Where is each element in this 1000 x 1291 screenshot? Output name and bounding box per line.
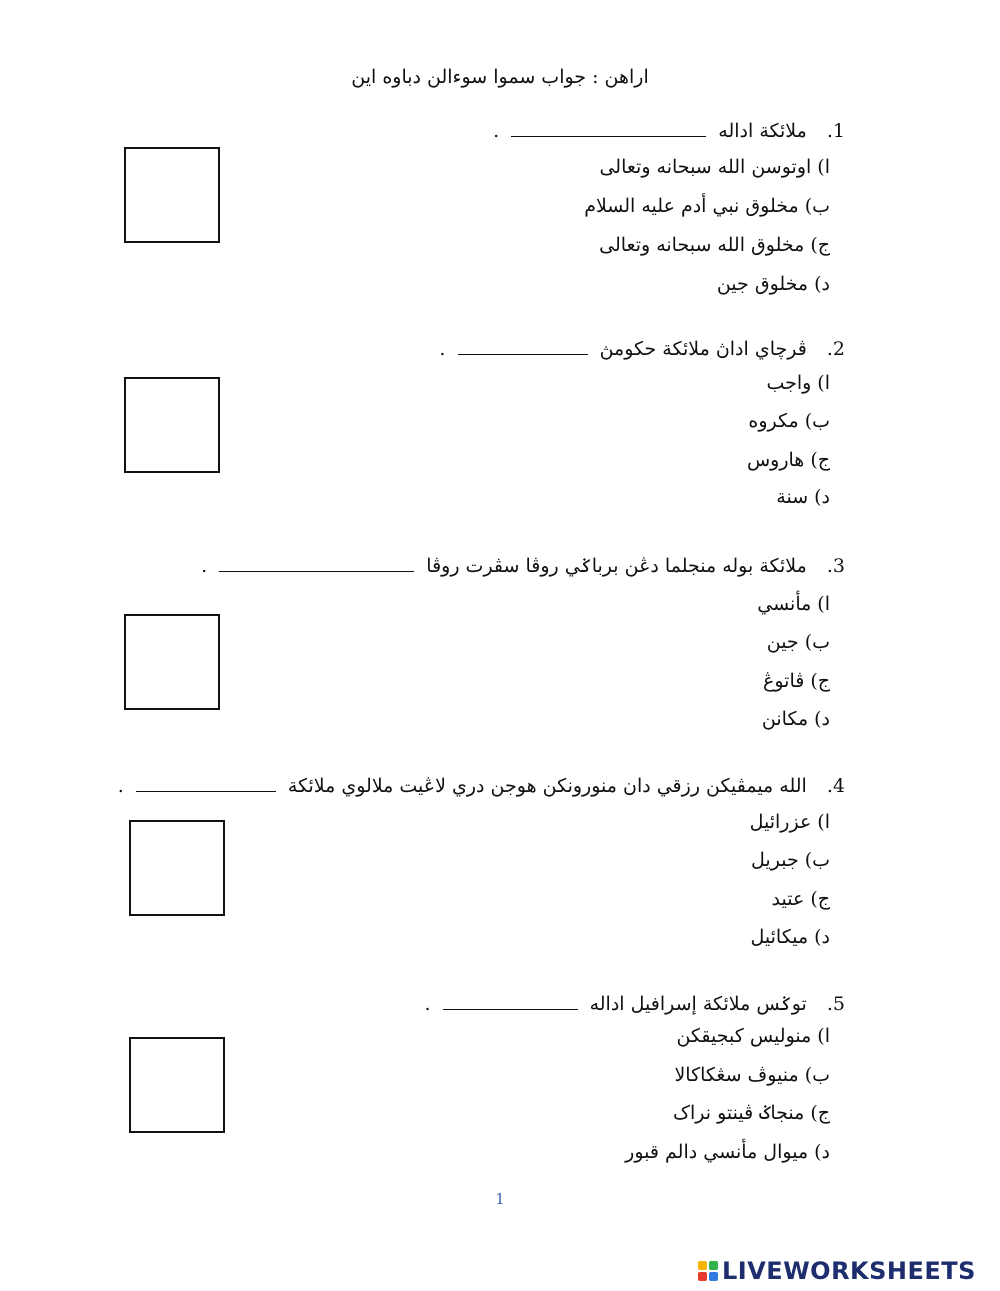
option-text: مأنسي (757, 593, 812, 615)
option-d (762, 708, 830, 730)
option-letter: ا) (817, 1025, 830, 1047)
liveworksheets-brand[interactable] (698, 1257, 976, 1285)
question-period: . (439, 338, 446, 360)
option-text: منوليس کبجيقکن (676, 1025, 812, 1047)
question-text: الله ميمڤيکن رزقي دان منورونکن هوجن دري لاڠيت ملالوي ملائکة (287, 775, 807, 797)
answer-box-5[interactable] (129, 1037, 225, 1133)
question-text: ملائکة بوله منجلما دڠن بربا‌ݢي روڤا سڤرت روڤا (426, 555, 807, 577)
option-a (757, 593, 830, 615)
option-letter: ج) (810, 888, 830, 910)
question-number: 4. (826, 775, 845, 797)
question-number: 2. (826, 338, 845, 360)
question-number: 3. (826, 555, 845, 577)
question-stem (424, 993, 845, 1015)
option-letter: ب) (804, 849, 830, 871)
option-c (747, 449, 830, 471)
option-text: منجاݢ ڤينتو نراک (672, 1102, 805, 1124)
option-letter: ب) (804, 410, 830, 432)
option-letter: ج) (810, 670, 830, 692)
option-c (599, 234, 830, 256)
question-text: ڤرچاي اداڽ ملائکة حکومڽ (599, 338, 807, 360)
answer-blank (443, 993, 578, 1010)
option-b (748, 410, 830, 432)
answer-blank (219, 555, 414, 572)
question-text: ملائکة اداله (718, 120, 807, 142)
option-text: مکروه (748, 410, 799, 432)
instruction-text: اراهن : جواب سموا سوءالن دباوه اين (351, 66, 649, 88)
option-a (599, 156, 830, 178)
option-d (717, 273, 830, 295)
answer-box-4[interactable] (129, 820, 225, 916)
option-text: مکانن (761, 708, 809, 730)
option-text: مخلوق الله سبحانه وتعالى (599, 234, 805, 256)
question-stem (118, 775, 845, 797)
option-text: سنة (776, 486, 809, 508)
liveworksheets-logo-icon (698, 1261, 718, 1281)
answer-blank (458, 338, 588, 355)
option-text: اوتوسن الله سبحانه وتعالى (599, 156, 812, 178)
question-stem (439, 338, 845, 360)
question-period: . (117, 775, 124, 797)
option-d (751, 926, 830, 948)
answer-blank (136, 775, 276, 792)
option-text: ميکائيل (750, 926, 809, 948)
option-text: هاروس (746, 449, 805, 471)
option-a (750, 811, 830, 833)
option-letter: ج) (810, 1102, 830, 1124)
option-letter: ب) (804, 631, 830, 653)
question-number: 1. (826, 120, 845, 142)
option-letter: د) (814, 926, 830, 948)
option-a (676, 1025, 830, 1047)
answer-box-1[interactable] (124, 147, 220, 243)
question-number: 5. (826, 993, 845, 1015)
option-letter: د) (814, 1141, 830, 1163)
option-c (772, 888, 830, 910)
question-period: . (424, 993, 431, 1015)
answer-blank (511, 120, 706, 137)
option-text: عزرائيل (749, 811, 812, 833)
option-text: مخلوق جين (716, 273, 809, 295)
option-text: منيوڤ سڠکاکالا (674, 1064, 799, 1086)
option-b (674, 1064, 830, 1086)
option-text: واجب (766, 372, 812, 394)
option-d (776, 486, 830, 508)
question-stem (201, 555, 845, 577)
option-letter: ج) (810, 234, 830, 256)
question-period: . (201, 555, 208, 577)
page-number: 1 (495, 1190, 505, 1208)
option-letter: ج) (810, 449, 830, 471)
option-b (584, 195, 830, 217)
option-letter: ب) (804, 1064, 830, 1086)
option-c (763, 670, 830, 692)
option-text: عتيد (771, 888, 805, 910)
brand-name: LIVEWORKSHEETS (722, 1257, 976, 1285)
option-letter: د) (814, 486, 830, 508)
option-letter: ا) (817, 593, 830, 615)
option-letter: ا) (817, 372, 830, 394)
option-text: جين (766, 631, 799, 653)
option-text: مخلوق نبي أدم عليه السلام (584, 195, 799, 217)
answer-box-2[interactable] (124, 377, 220, 473)
option-d (625, 1141, 830, 1163)
question-period: . (493, 120, 500, 142)
option-letter: ا) (817, 156, 830, 178)
option-text: ميوال مأنسي دالم قبور (625, 1141, 809, 1163)
option-text: جبريل (751, 849, 799, 871)
answer-box-3[interactable] (124, 614, 220, 710)
option-c (673, 1102, 830, 1124)
option-letter: د) (814, 708, 830, 730)
question-stem (493, 120, 845, 142)
question-text: توݢس ملائکة إسرافيل اداله (589, 993, 807, 1015)
option-letter: ب) (804, 195, 830, 217)
option-a (766, 372, 830, 394)
option-letter: د) (814, 273, 830, 295)
option-text: ڤاتوڠ (763, 670, 805, 692)
option-b (751, 849, 830, 871)
option-b (767, 631, 830, 653)
option-letter: ا) (817, 811, 830, 833)
